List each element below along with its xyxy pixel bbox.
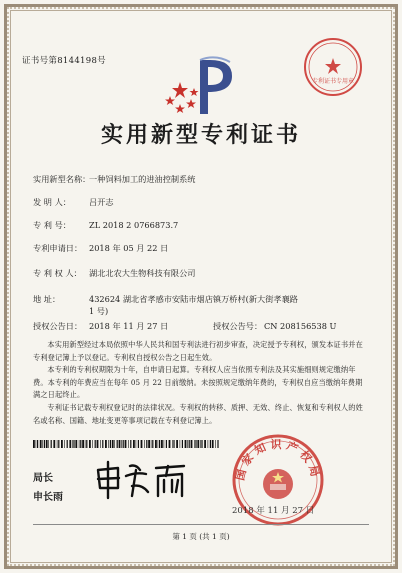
body-paragraph-2: 本专利的专利权期限为十年，自申请日起算。专利权人应当依照专利法及其实施细则规定缴纳年费。本专利的年费应当在每年 05 月 22 日前缴纳。未按照规定缴纳年费的，专利权自应当缴纳年费期满之日起终止。 [33,365,363,400]
official-stamp [302,36,364,98]
utility-model-name-value: 一种饲料加工的进油控制系统 [89,174,196,184]
page-title: 实用新型专利证书 [100,122,301,148]
director-signature [92,458,192,502]
filing-date-value: 2018 年 05 月 22 日 [89,243,169,253]
patent-number-label: 专 利 号： [33,220,71,230]
certificate-number: 证书号第8144198号 [22,56,106,66]
filing-date-label: 专利申请日： [33,243,83,253]
utility-model-name-label: 实用新型名称： [33,174,91,184]
grant-date-value: 2018 年 11 月 27 日 [89,321,169,331]
footer-divider [33,524,369,525]
address-label: 地 址： [33,294,61,304]
barcode [33,440,219,448]
patentee-value: 湖北北农大生物科技有限公司 [89,268,196,278]
patent-number-value: ZL 2018 2 0766873.7 [89,220,179,230]
address-value-line1: 432624 湖北省孝感市安陆市烟店镇万桥村(新大街孝襄路 [89,294,298,304]
seal-date: 2018 年 11 月 27 日 [232,506,315,516]
svg-text:国家知识产权局: 国家知识产权局 [233,438,323,482]
inventor-value: 吕开志 [89,197,114,207]
grant-number-label: 授权公告号： [213,321,263,331]
national-emblem-icon [263,469,293,499]
patent-office-logo [160,52,246,122]
grant-number-value: CN 208156538 U [264,321,337,331]
star-icon [165,82,199,113]
grant-date-label: 授权公告日： [33,321,83,331]
address-value-line2: 1 号) [89,306,109,316]
page-footer: 第 1 页 (共 1 页) [172,532,230,541]
body-paragraph-3: 专利证书记载专利权登记时的法律状况。专利权的转移、质押、无效、终止、恢复和专利权人的姓名或名称、国籍、地址变更等事项记载在专利登记簿上。 [33,402,363,425]
svg-text:专利证书专用章: 专利证书专用章 [311,78,355,85]
certificate-body [33,339,369,427]
body-paragraph-1: 本实用新型经过本局依照中华人民共和国专利法进行初步审查，决定授予专利权，颁发本证书并在专利登记簿上予以登记。专利权自授权公告之日起生效。 [33,340,363,362]
patentee-label: 专 利 权 人： [33,268,82,278]
director-title: 局长 [33,473,53,484]
director-name: 申长雨 [33,492,63,503]
inventor-label: 发 明 人： [33,197,71,207]
